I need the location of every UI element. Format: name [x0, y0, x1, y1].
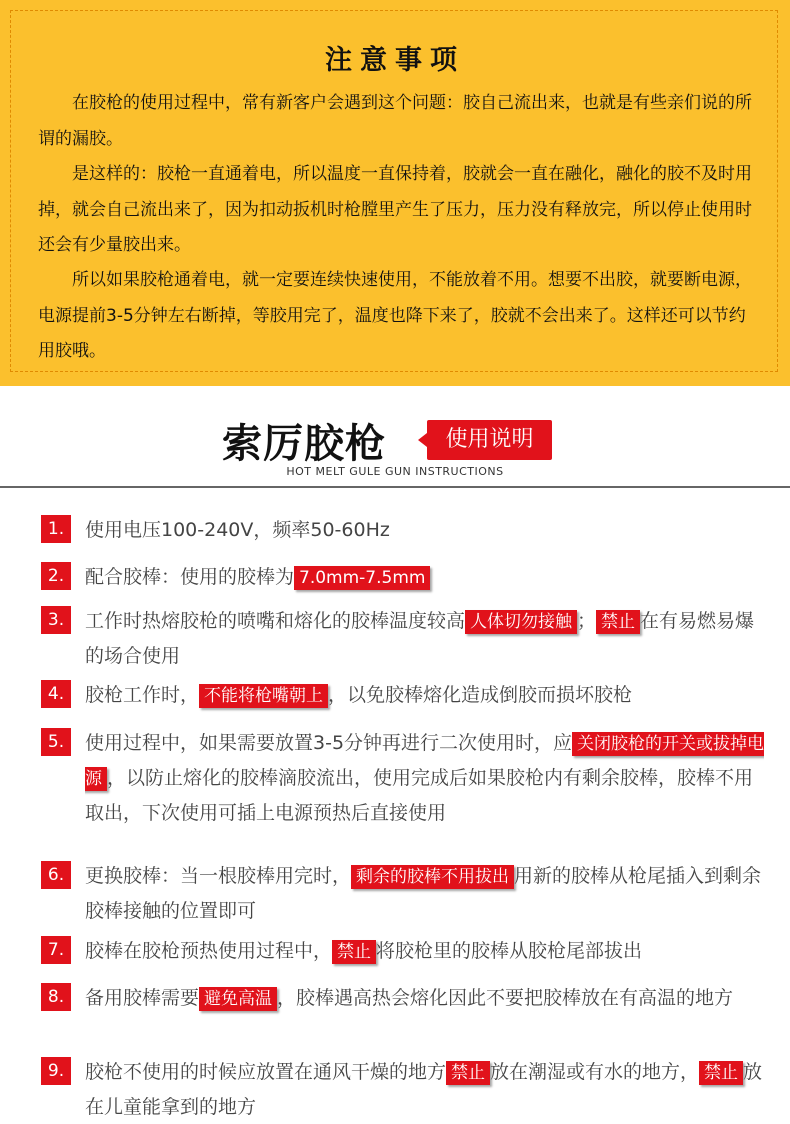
item-text	[85, 1055, 765, 1124]
item-text-part: 将胶枪里的胶棒从胶枪尾部拔出	[376, 940, 643, 962]
highlight-label: 剩余的胶棒不用拔出	[351, 865, 514, 889]
notice-paragraph-3: 所以如果胶枪通着电，就一定要连续快速使用，不能放着不用。想要不出胶，就要断电源，电源提前3-5分钟左右断掉，等胶用完了，温度也降下来了，胶就不会出来了。这样还可以节约用胶哦。	[38, 270, 752, 361]
item-text	[85, 859, 765, 928]
brand-name: 索厉胶枪	[222, 421, 386, 467]
item-text	[85, 513, 765, 547]
item-number: 1.	[41, 515, 71, 543]
item-text	[85, 604, 765, 673]
item-text-part: ，以免胶棒熔化造成倒胶而损坏胶枪	[328, 684, 633, 706]
notice-panel	[0, 0, 790, 386]
highlight-label: 禁止	[596, 610, 640, 634]
highlight-label: 人体切勿接触	[465, 610, 577, 634]
item-number: 8.	[41, 983, 71, 1011]
notice-paragraph-2: 是这样的：胶枪一直通着电，所以温度一直保持着，胶就会一直在融化，融化的胶不及时用掉，就会自己流出来了，因为扣动扳机时枪膛里产生了压力，压力没有释放完，所以停止使用时还会有少量胶出来。	[38, 164, 752, 255]
item-number: 7.	[41, 936, 71, 964]
item-text	[85, 560, 765, 595]
item-text-part: 工作时热熔胶枪的喷嘴和熔化的胶棒温度较高	[85, 610, 466, 632]
item-text-part: 使用电压100-240V，频率50-60Hz	[85, 519, 390, 541]
item-number: 5.	[41, 728, 71, 756]
brand-header	[0, 410, 790, 490]
instructions-badge: 使用说明	[427, 420, 552, 460]
item-text	[85, 726, 765, 830]
item-text-part: 胶枪工作时，	[85, 684, 200, 706]
item-text-part: 更换胶棒：当一根胶棒用完时，	[85, 865, 352, 887]
item-number: 6.	[41, 861, 71, 889]
item-text-part: 胶枪不使用的时候应放置在通风干燥的地方	[85, 1061, 447, 1083]
item-text-part: 放在儿童能拿到的地方	[85, 1061, 763, 1118]
item-text-part: 胶棒在胶枪预热使用过程中，	[85, 940, 333, 962]
brand-subtitle: HOT MELT GULE GUN INSTRUCTIONS	[286, 465, 504, 478]
highlight-label: 禁止	[332, 940, 376, 964]
item-text-part: 在有易燃易爆的场合使用	[85, 610, 755, 667]
item-text	[85, 934, 765, 969]
item-text-part: 使用过程中，如果需要放置3-5分钟再进行二次使用时，应	[85, 732, 573, 754]
highlight-label: 禁止	[699, 1061, 743, 1085]
highlight-label: 7.0mm-7.5mm	[294, 566, 430, 590]
item-number: 9.	[41, 1057, 71, 1085]
item-number: 3.	[41, 606, 71, 634]
item-text	[85, 678, 765, 713]
item-text-part: 备用胶棒需要	[85, 987, 200, 1009]
item-text-part: 用新的胶棒从枪尾插入到剩余胶棒接触的位置即可	[85, 865, 762, 922]
item-text-part: ，胶棒遇高热会熔化因此不要把胶棒放在有高温的地方	[277, 987, 734, 1009]
item-text-part: 放在潮湿或有水的地方，	[490, 1061, 700, 1083]
item-text-part: 配合胶棒：使用的胶棒为	[85, 566, 295, 588]
notice-title: 注意事项	[325, 45, 465, 76]
highlight-label: 禁止	[446, 1061, 490, 1085]
item-text-part: ；	[577, 610, 597, 632]
highlight-label: 不能将枪嘴朝上	[199, 684, 328, 708]
highlight-label: 关闭胶枪的开关或拔掉电源	[85, 734, 765, 789]
item-text	[85, 981, 765, 1016]
item-number: 4.	[41, 680, 71, 708]
highlight-label: 避免高温	[199, 987, 277, 1011]
divider	[0, 486, 790, 488]
item-number: 2.	[41, 562, 71, 590]
notice-paragraph-1: 在胶枪的使用过程中，常有新客户会遇到这个问题：胶自己流出来，也就是有些亲们说的所谓的漏胶。	[38, 93, 752, 149]
item-text-part: ，以防止熔化的胶棒滴胶流出，使用完成后如果胶枪内有剩余胶棒，胶棒不用取出，下次使用可插上电源预热后直接使用	[85, 767, 754, 824]
